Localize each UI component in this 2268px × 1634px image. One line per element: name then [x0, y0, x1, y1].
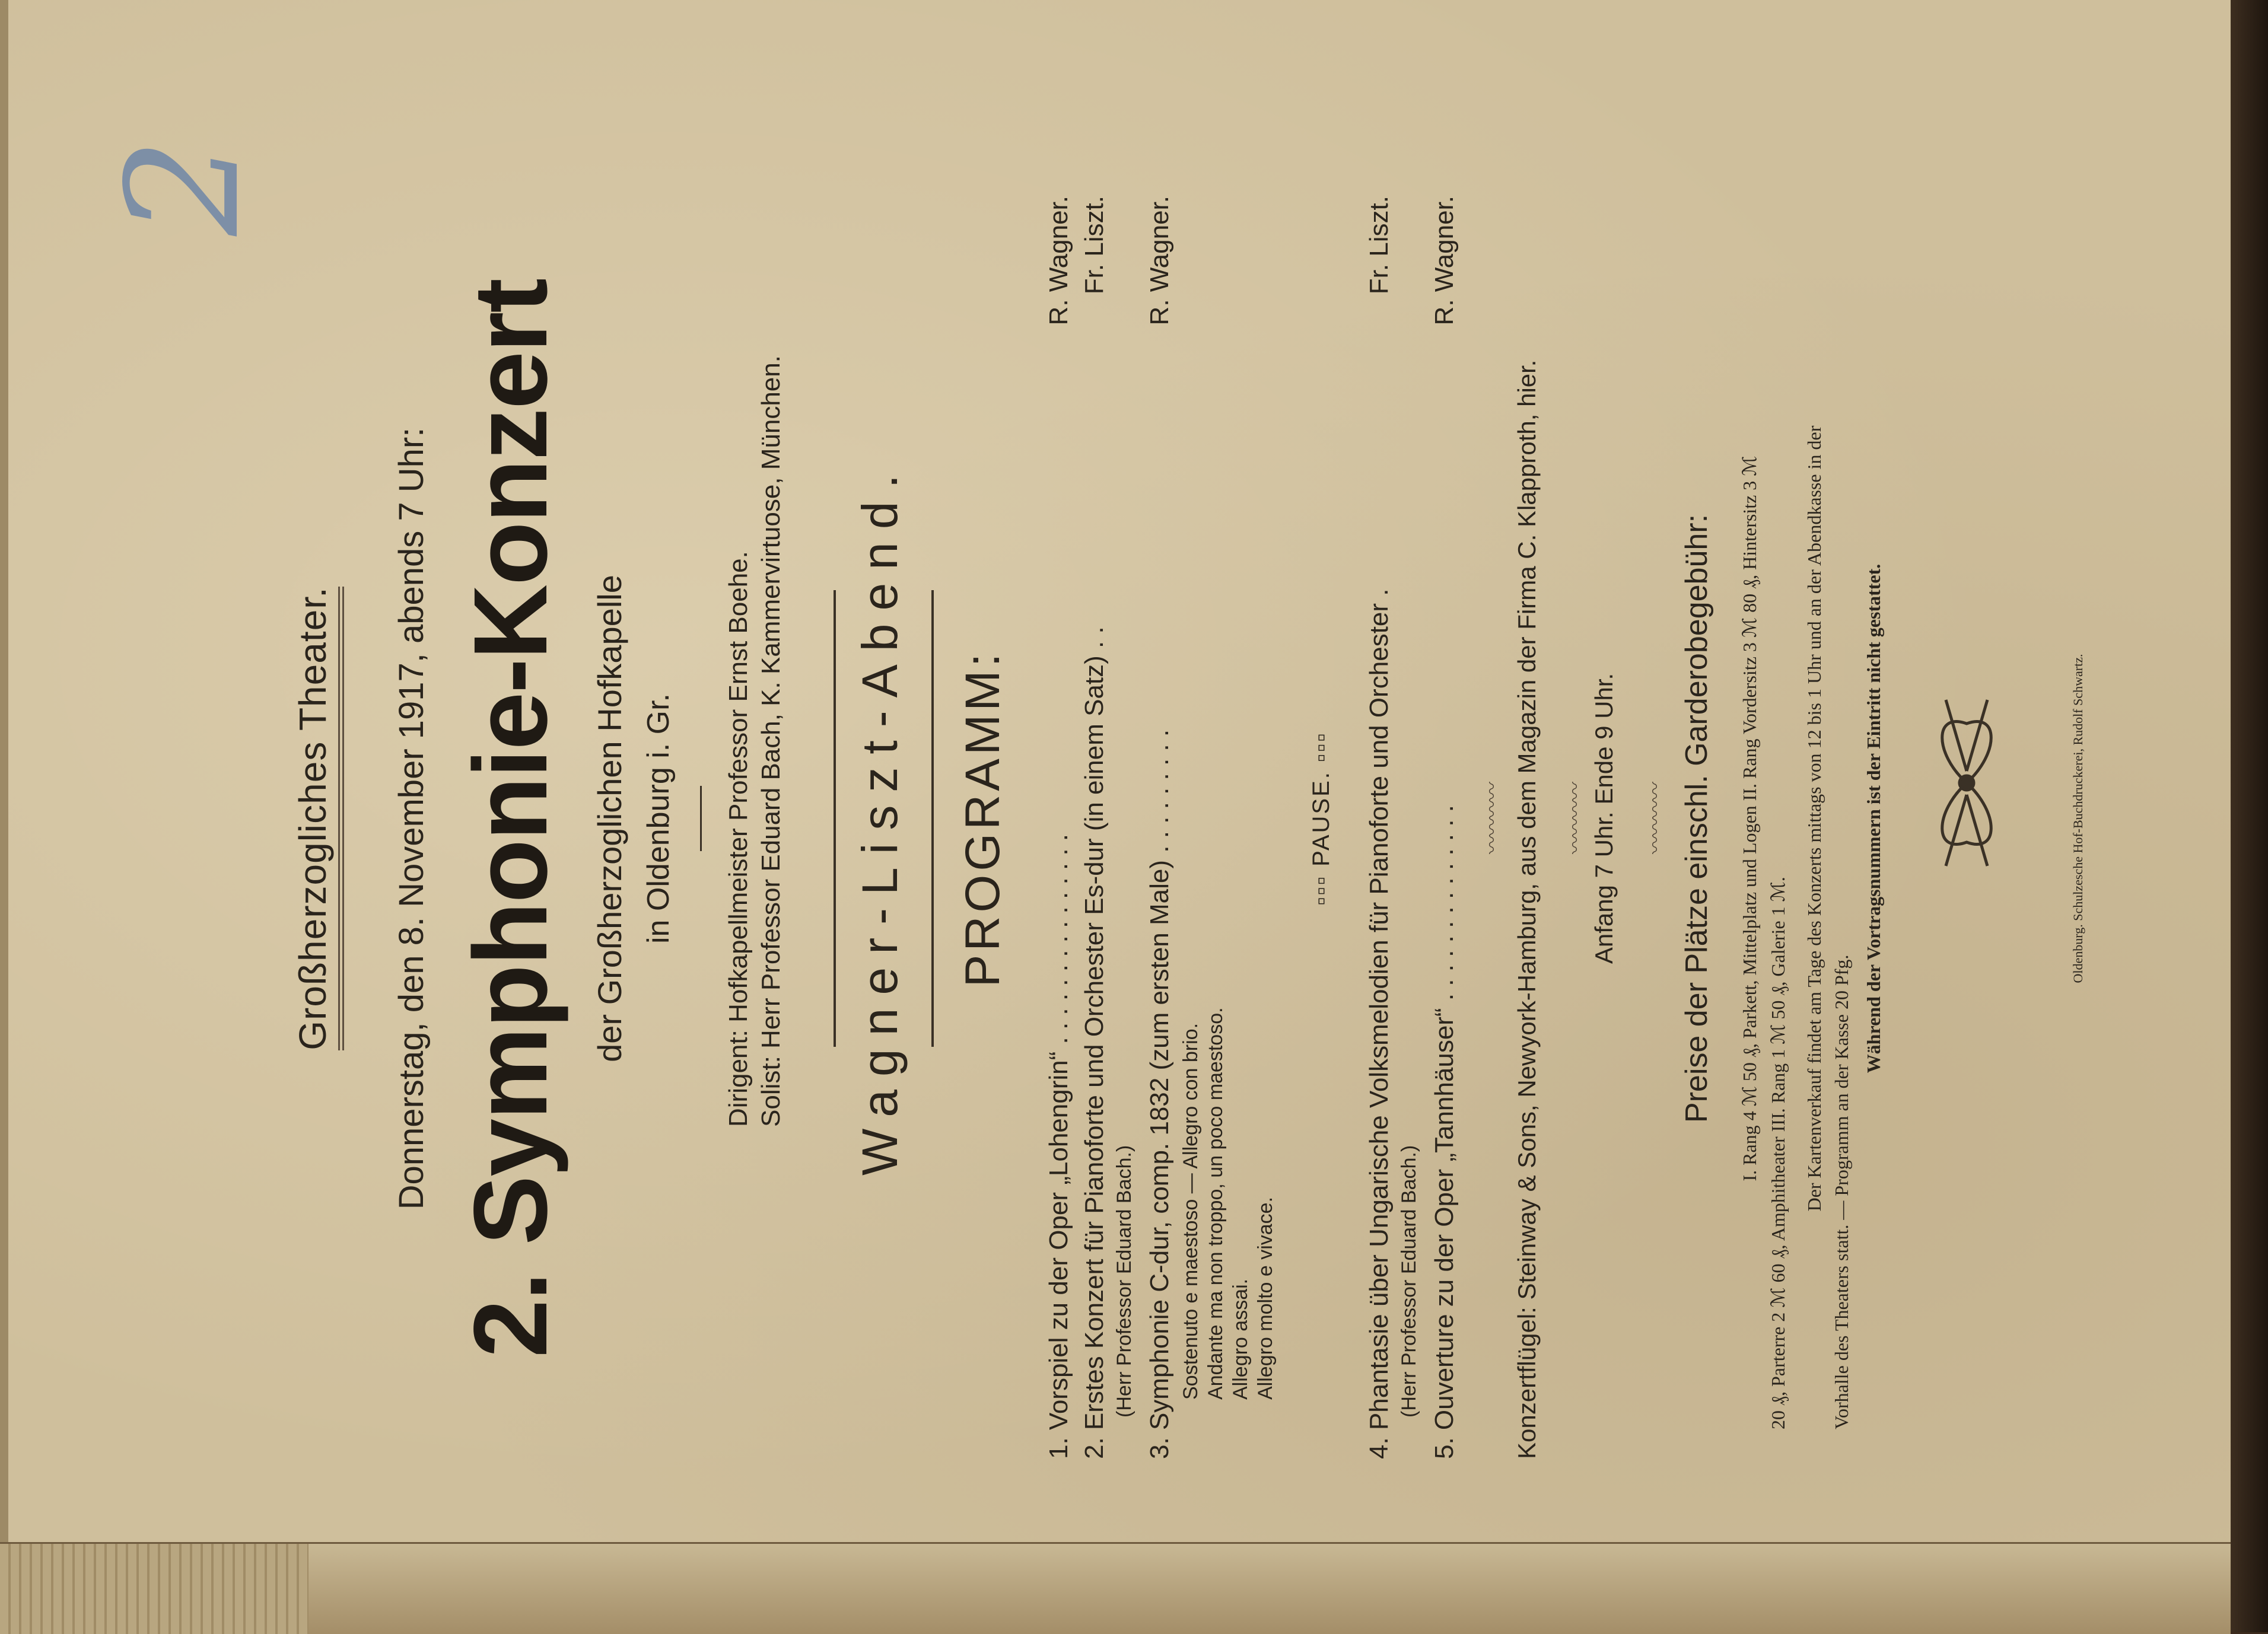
program-item-5 — [1430, 805, 1459, 1459]
leader-dots: . . . . . . . . . . . . . . — [1430, 805, 1459, 1001]
program-item-3-composer: R. Wagner. — [1145, 196, 1174, 326]
conductor-line: Dirigent: Hofkapellmeister Professor Ernst Boehe. — [724, 551, 753, 1127]
price-line-4: Vorhalle des Theaters statt. — Programm an der Kasse 20 Pfg. — [1831, 954, 1852, 1429]
price-line-1: I. Rang 4 ℳ 50 ₰, Parkett, Mittelplatz und Logen II. Rang Vordersitz 3 ℳ 80 ₰, Hintersitz 3 ℳ — [1739, 456, 1760, 1181]
movement-2: Andante ma non troppo, un poco maestoso. — [1204, 1007, 1227, 1400]
book-block — [0, 1542, 2231, 1634]
program-item-4-composer: Fr. Liszt. — [1364, 196, 1394, 295]
concert-times: Anfang 7 Uhr. Ende 9 Uhr. — [1590, 673, 1618, 964]
program-item-2 — [1080, 626, 1109, 1459]
price-line-5: Während der Vortragsnummern ist der Eintritt nicht gestattet. — [1863, 563, 1884, 1074]
printer-imprint: Oldenburg. Schulzesche Hof-Buchdruckerei, Rudolf Schwartz. — [2070, 654, 2085, 983]
theater-title: Großherzogliches Theater. — [291, 587, 344, 1050]
page-edge — [2231, 0, 2268, 1632]
movement-4: Allegro molto e vivace. — [1254, 1196, 1277, 1400]
price-line-3: Der Kartenverkauf findet am Tage des Konzerts mittags von 12 bis 1 Uhr und an der Abendkasse in der — [1803, 425, 1825, 1212]
binding-edge — [0, 0, 8, 1632]
date-line: Donnerstag, den 8. November 1917, abends 7 Uhr: — [392, 427, 431, 1210]
movement-1: Sostenuto e maestoso — Allegro con brio. — [1179, 1023, 1202, 1400]
wave-divider: 〰〰〰〰 — [1644, 783, 1666, 855]
leader-dots: . . . . . . . . . . . . . . . — [1044, 833, 1073, 1044]
program-item-4 — [1364, 588, 1394, 1459]
program-item-2-composer: Fr. Liszt. — [1080, 196, 1109, 295]
leader-dots: . . — [1080, 626, 1109, 648]
pause-label: ▫▫▫ PAUSE. ▫▫▫ — [1308, 731, 1334, 906]
rule-top — [834, 590, 836, 1047]
program-item-title: 4. Phantasie über Ungarische Volksmelodien für Pianoforte und Orchester — [1364, 603, 1394, 1459]
soloist-line: Solist: Herr Professor Eduard Bach, K. Kammervirtuose, München. — [756, 355, 785, 1127]
concert-title: 2. Symphonie-Konzert — [453, 279, 569, 1358]
wave-divider: 〰〰〰〰 — [1481, 783, 1503, 855]
program-item-title: 3. Symphonie C-dur, comp. 1832 (zum ersten Male) — [1145, 859, 1174, 1459]
wave-divider: 〰〰〰〰 — [1564, 783, 1586, 855]
city-line: in Oldenburg i. Gr. — [641, 693, 676, 944]
movement-3: Allegro assai. — [1229, 1278, 1252, 1400]
program-item-5-composer: R. Wagner. — [1430, 196, 1459, 326]
program-item-3 — [1145, 730, 1175, 1459]
program-item-1-composer: R. Wagner. — [1044, 196, 1073, 326]
leader-dots: . — [1364, 588, 1394, 596]
divider — [700, 786, 702, 851]
rule-bottom — [931, 590, 934, 1047]
orchestra-line: der Großherzoglichen Hofkapelle — [591, 575, 628, 1062]
rotated-program — [220, 154, 2118, 1483]
price-title: Preise der Plätze einschl. Garderobegebühr: — [1679, 514, 1714, 1123]
leader-dots: . . . . . . . . . — [1145, 729, 1174, 853]
piano-note: Konzertflügel: Steinway & Sons, Newyork-Hamburg, aus dem Magazin der Firma C. Klapproth, hier. — [1513, 359, 1541, 1459]
book-spine — [0, 1544, 308, 1634]
program-item-1 — [1044, 834, 1074, 1459]
program-item-title: 5. Ouverture zu der Oper „Tannhäuser“ — [1430, 1008, 1459, 1459]
program-item-2-note: (Herr Professor Eduard Bach.) — [1113, 1145, 1135, 1418]
price-line-2: 20 ₰, Parterre 2 ℳ 60 ₰, Amphitheater III. Rang 1 ℳ 50 ₰, Galerie 1 ℳ. — [1767, 877, 1789, 1429]
program-item-title: 1. Vorspiel zu der Oper „Lohengrin“ — [1044, 1051, 1073, 1459]
bow-ornament — [1922, 688, 2011, 878]
evening-title: Wagner-Liszt-Abend. — [852, 461, 908, 1176]
handwritten-number: 2 — [94, 138, 273, 236]
program-item-4-note: (Herr Professor Eduard Bach.) — [1398, 1145, 1420, 1418]
programm-title: PROGRAMM: — [956, 649, 1010, 988]
program-item-title: 2. Erstes Konzert für Pianoforte und Orchester Es-dur (in einem Satz) — [1080, 655, 1109, 1459]
